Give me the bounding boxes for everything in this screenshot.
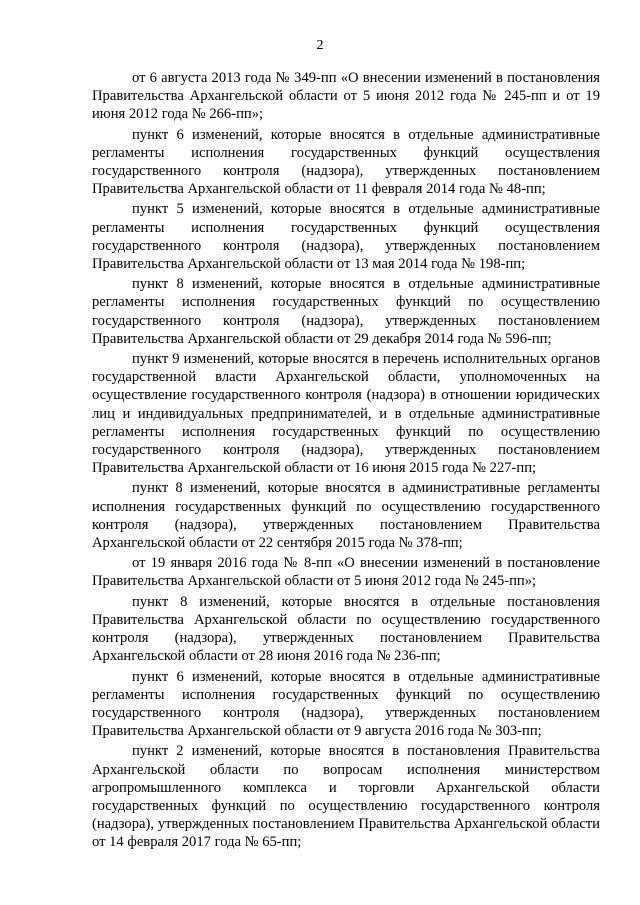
paragraph: пункт 8 изменений, которые вносятся в отдельные административные регламенты исполнения государственных функций по осуществлению государственного контроля (надзора), утвержденных постановлением Правительства Архангельской области от 29 декабря 2014 года № 596-пп; [92,276,600,347]
paragraph: пункт 8 изменений, которые вносятся в отдельные постановления Правительства Архангельской области по осуществлению государственного контроля (надзора), утвержденных постановлением Правительства Архангельской области от 28 июня 2016 года № 236-пп; [92,593,600,665]
paragraph: пункт 6 изменений, которые вносятся в отдельные административные регламенты исполнения государственных функций по осуществлению государственного контроля (надзора), утвержденных постановлением Правительства Архангельской области от 9 августа 2016 года № 303-пп; [92,668,600,740]
paragraph: пункт 9 изменений, которые вносятся в перечень исполнительных органов государственной власти Архангельской области, уполномоченных на осуществление государственного контроля (надзора) в отношении юридических лиц и индивидуальных предпринимателей, и в отдельные административные регламенты исполнения государственных функций по осуществлению государственного контроля (надзора), утвержденных постановлением Правительства Архангельской области от 16 июня 2015 года № 227-пп; [92,351,600,477]
paragraph: пункт 5 изменений, которые вносятся в отдельные административные регламенты исполнения государственных функций осуществления государственного контроля (надзора), утвержденных постановлением Правительства Архангельской области от 13 мая 2014 года № 198-пп; [92,201,600,273]
paragraph: пункт 8 изменений, которые вносятся в административные регламенты исполнения государственных функций по осуществлению государственного контроля (надзора), утвержденных постановлением Правительства Архангельской области от 22 сентября 2015 года № 378-пп; [92,480,600,552]
paragraph: от 6 августа 2013 года № 349-пп «О внесении изменений в постановления Правительства Архангельской области от 5 июня 2012 года № 245-пп и от 19 июня 2012 года № 266-пп»; [92,70,600,123]
paragraph: пункт 6 изменений, которые вносятся в отдельные административные регламенты исполнения государственных функций осуществления государственного контроля (надзора), утвержденных постановлением Правительства Архангельской области от 11 февраля 2014 года № 48-пп; [92,126,600,198]
page-number: 2 [316,38,324,53]
paragraph: от 19 января 2016 года № 8-пп «О внесении изменений в постановление Правительства Архангельской области от 5 июня 2012 года № 245-пп»; [92,555,600,590]
paragraph: пункт 2 изменений, которые вносятся в постановления Правительства Архангельской области по вопросам исполнения министерством агропромышленного комплекса и торговли Архангельской области государственных функций по осуществлению государственного контроля (надзора), утвержденных постановлением Правительства Архангельской области от 14 февраля 2017 года № 65-пп; [92,743,600,851]
document-body [92,69,600,854]
